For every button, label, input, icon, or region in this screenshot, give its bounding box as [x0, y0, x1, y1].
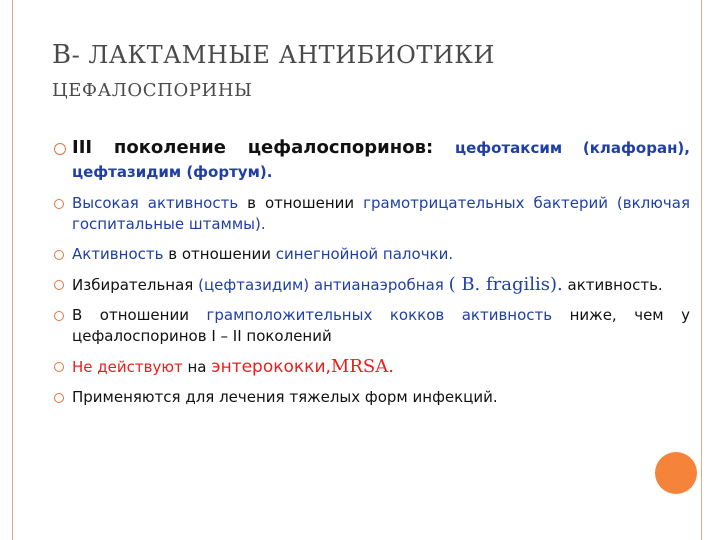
bullet-icon: [54, 199, 64, 209]
item-text: активность.: [562, 276, 663, 294]
list-item: [50, 274, 690, 296]
list-item: [50, 136, 690, 184]
item-text: на: [187, 358, 212, 376]
list-item: [50, 244, 690, 265]
title-beta: В: [52, 40, 72, 70]
bullet-icon: [54, 311, 64, 321]
item-text: в отношении: [168, 245, 276, 263]
item-text: в отношении: [247, 194, 364, 212]
bullet-list: [50, 136, 690, 417]
item-text: Избирательная: [72, 276, 199, 294]
item-text: синегнойной палочки.: [275, 245, 454, 263]
item-text: MRSA.: [330, 356, 394, 377]
item-text: Активность: [72, 245, 169, 263]
item-text: (цефтазидим) антианаэробная: [198, 276, 449, 294]
decorative-circle-icon: [655, 452, 697, 494]
bullet-icon: [54, 362, 64, 372]
title-line-1: [52, 40, 692, 70]
item-text: Не действуют: [72, 358, 188, 376]
item-text: ( В. fragilis).: [448, 274, 563, 295]
title-line-1-rest: - ЛАКТАМНЫЕ АНТИБИОТИКИ: [71, 41, 495, 69]
slide-title: [52, 40, 692, 101]
item-text: ниже, чем у цефалоспоринов I – II поколений: [72, 306, 690, 345]
bullet-icon: [54, 250, 64, 260]
item-text: грамотрицательных бактерий (включая госпитальные штаммы).: [72, 194, 690, 233]
item-text: энтерококки,: [211, 357, 331, 377]
bullet-icon: [54, 393, 64, 403]
title-line-2: ЦЕФАЛОСПОРИНЫ: [52, 80, 253, 101]
item-text: Высокая активность: [72, 194, 248, 212]
bullet-icon: [54, 280, 64, 290]
list-item: [50, 305, 690, 347]
item-text: цефотаксим (клафоран), цефтазидим (фортум).: [72, 139, 690, 181]
item-text: III поколение цефалоспоринов:: [72, 137, 455, 158]
list-item: [50, 387, 690, 408]
list-item: [50, 193, 690, 235]
item-text: грамположительных кокков активность: [206, 306, 570, 324]
bullet-icon: [54, 143, 66, 155]
item-text: В отношении: [72, 306, 207, 324]
list-item: [50, 356, 690, 378]
item-text: Применяются для лечения тяжелых форм инфекций.: [72, 388, 498, 406]
